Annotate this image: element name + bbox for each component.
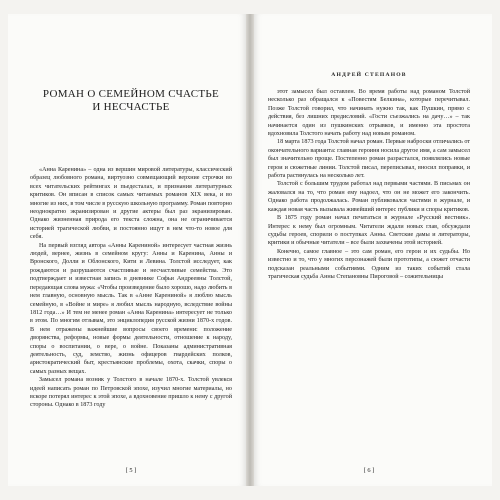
right-page bbox=[254, 14, 492, 486]
paragraph: Толстой с большим трудом работал над первыми частями. В письмах он жаловался на то, что роман ему надоел, что он не может его закончить. Однако работа продолжалась. Роман публиковался частями в журнале, и каждая новая часть вызывала живейший интерес публики и споры критиков. bbox=[268, 181, 470, 213]
paragraph: 18 марта 1873 года Толстой начал роман. Первые наброски отличались от окончательного варианта: главная героиня носила другое имя, а сам замысел был значительно проще. Постепенно роман разрастался, появлялись новые герои и сюжетные линии. Толстой писал, переписывал, вносил поправки, и работа растянулась на несколько лет. bbox=[268, 139, 470, 180]
paragraph: Замысел романа возник у Толстого в начале 1870-х. Толстой увлекся идеей написать роман по Петровской эпохе, изучил многие материалы, но вскоре потерял интерес к этой эпохе, а вдохновение пришло к нему с другой стороны. Однако в 1873 году bbox=[30, 377, 232, 409]
paragraph: На первый взгляд автора «Анны Карениной» интересует частная жизнь людей, вернее, жизнь в семейном кругу: Анны и Каренина, Анны и Вронского, Долли и Облонского, Кити и Левина. Толстой исследует, как рождаются и разрушаются счастливые и несчастливые семейства. Это подтверждает и известная запись в дневнике Софьи Андреевны Толстой, передающая слова мужа: «Чтобы произведение было хорошо, надо любить в нем главную, основную мысль. Так в «Анне Карениной» я люблю мысль семейную, в «Войне и мире» я любил мысль народную, вследствие войны 1812 года…» И тем не менее роман «Анна Каренина» интересует не только в этом. По многим отзывам, это энциклопедия русской жизни 1870-х годов. В нем отражены важнейшие вопросы своего времени: положение дворянства, реформы, новые формы деятельности, отношение к народу, споры о воспитании, о вере, о войне. Показаны административная деятельность, суд, земство, жизнь офицеров гвардейских полков, аристократический быт, крестьянские проблемы, охота, скачки, споры о самых разных вещах. bbox=[30, 242, 232, 375]
paragraph: «Анна Каренина» – одна из вершин мировой литературы, классический образец любовного романа, виртуозно совмещающий верхние строчки во всех читательских рейтингах и пьедесталах, и признания литературных критиков. Он вписан в список самых читаемых романов XIX века, и во многие из них, в том числе в русскую школьную программу. Роман повторно неоднократно экранизирован и другие актеры был раз экранизирован. Однако жизненная природа его текста сложна, она не ограничивается историей трагической любви, и постоянно ищут в нем что-то новое для себя. bbox=[30, 167, 232, 241]
paragraph: В 1875 году роман начал печататься в журнале «Русский вестник». Интерес к нему был огромным. Читатели ждали новых глав, обсуждали судьбы героев, спорили о поступках Анны. Светские дамы и литераторы, критики и обычные читатели – все были захвачены этой историей. bbox=[268, 215, 470, 247]
book-gutter bbox=[246, 14, 254, 486]
chapter-title-line-1: РОМАН О СЕМЕЙНОМ СЧАСТЬЕ bbox=[42, 88, 220, 100]
left-page bbox=[8, 14, 246, 486]
right-page-body bbox=[268, 88, 470, 281]
chapter-title bbox=[30, 88, 232, 114]
chapter-title-line-2: И НЕСЧАСТЬЕ bbox=[92, 101, 170, 113]
page-number: [ 5 ] bbox=[125, 467, 137, 474]
running-head: АНДРЕЙ СТЕПАНОВ bbox=[331, 72, 407, 78]
paragraph: этот замысел был оставлен. Во время работы над романом Толстой несколько раз обращался к «Повестям Белкина», которые перечитывал. Позже Толстой говорил, что начинать нужно так, как Пушкин, прямо с действия, без лишних предисловий. «Гости съезжались на дачу…» – так начинается один из пушкинских отрывков, и именно эта простота вдохновила Толстого начать работу над новым романом. bbox=[268, 89, 470, 138]
paragraph: Конечно, самое главное – это сам роман, его герои и их судьбы. Но известно и то, что у многих персонажей были прототипы, а сюжет отчасти подсказан реальными событиями. Одним из таких событий стала трагическая судьба Анны Степановны Пироговой – сожительницы bbox=[268, 248, 470, 280]
page-number: [ 6 ] bbox=[363, 467, 375, 474]
left-page-body bbox=[30, 166, 232, 410]
